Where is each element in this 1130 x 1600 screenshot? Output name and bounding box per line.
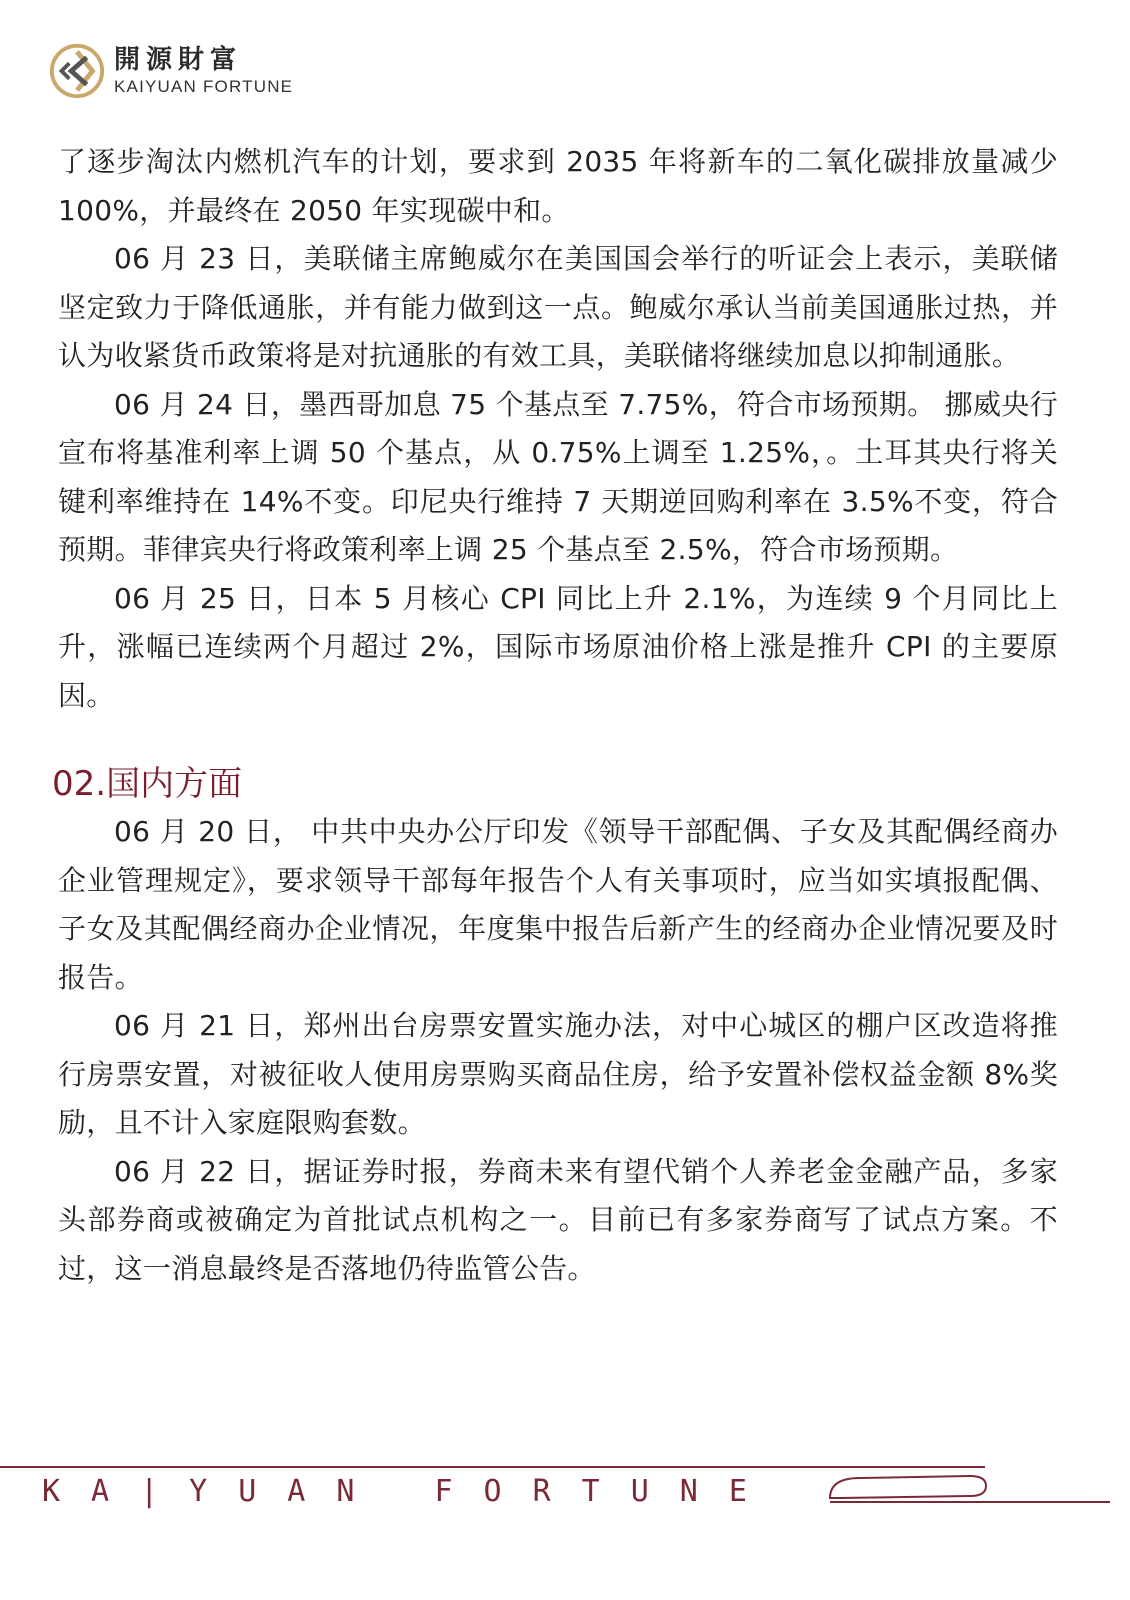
logo-chinese-name: 開源財富 — [114, 45, 243, 75]
article-body — [52, 138, 1058, 1293]
paragraph-zhengzhou-housing: 06 月 21 日，郑州出台房票安置实施办法，对中心城区的棚户区改造将推行房票安置，对被征收人使用房票购买商品住房，给予安置补偿权益金额 8%奖励，且不计入家庭限购套数。 — [58, 1009, 1058, 1139]
section-title-domestic: 02.国内方面 — [52, 764, 243, 804]
kaiyuan-logo-icon — [48, 42, 106, 100]
paragraph-cadre-regulation: 06 月 20 日， 中共中央办公厅印发《领导干部配偶、子女及其配偶经商办企业管理规定》，要求领导干部每年报告个人有关事项时，应当如实填报配偶、子女及其配偶经商办企业情况，年度集中报告后新产生的经商办企业情况要及时报告。 — [58, 815, 1058, 994]
paragraph-pension-brokers: 06 月 22 日，据证券时报，券商未来有望代销个人养老金金融产品，多家头部券商或被确定为首批试点机构之一。目前已有多家券商写了试点方案。不过，这一消息最终是否落地仍待监管公告。 — [58, 1154, 1058, 1285]
footer-decoration-icon — [820, 1462, 1120, 1510]
paragraph-carbon-plan: 了逐步淘汰内燃机汽车的计划，要求到 2035 年将新车的二氧化碳排放量减少 100%，并最终在 2050 年实现碳中和。 — [58, 145, 1058, 227]
company-logo — [48, 42, 293, 100]
paragraph-fed-powell: 06 月 23 日，美联储主席鲍威尔在美国国会举行的听证会上表示，美联储坚定致力于降低通胀，并有能力做到这一点。鲍威尔承认当前美国通胀过热，并认为收紧货币政策将是对抗通胀的有效工具，美联储将继续加息以抑制通胀。 — [58, 242, 1058, 372]
logo-english-name: KAIYUAN FORTUNE — [114, 77, 294, 96]
paragraph-japan-cpi: 06 月 25 日，日本 5 月核心 CPI 同比上升 2.1%，为连续 9 个月同比上升，涨幅已连续两个月超过 2%，国际市场原油价格上涨是推升 CPI 的主要原因。 — [58, 581, 1058, 712]
paragraph-rate-hikes: 06 月 24 日，墨西哥加息 75 个基点至 7.75%，符合市场预期。 挪威央行宣布将基准利率上调 50 个基点，从 0.75%上调至 1.25%，。土耳其央行将关键利率维持在 14%不变。印尼央行维持 7 天期逆回购利率在 3.5%不变，符合预期。菲律宾央行将政策利率上调 25 个基点至 2.5%，符合市场预期。 — [58, 387, 1058, 566]
footer-brand-text: KA|YUAN FORTUNE — [42, 1474, 778, 1509]
